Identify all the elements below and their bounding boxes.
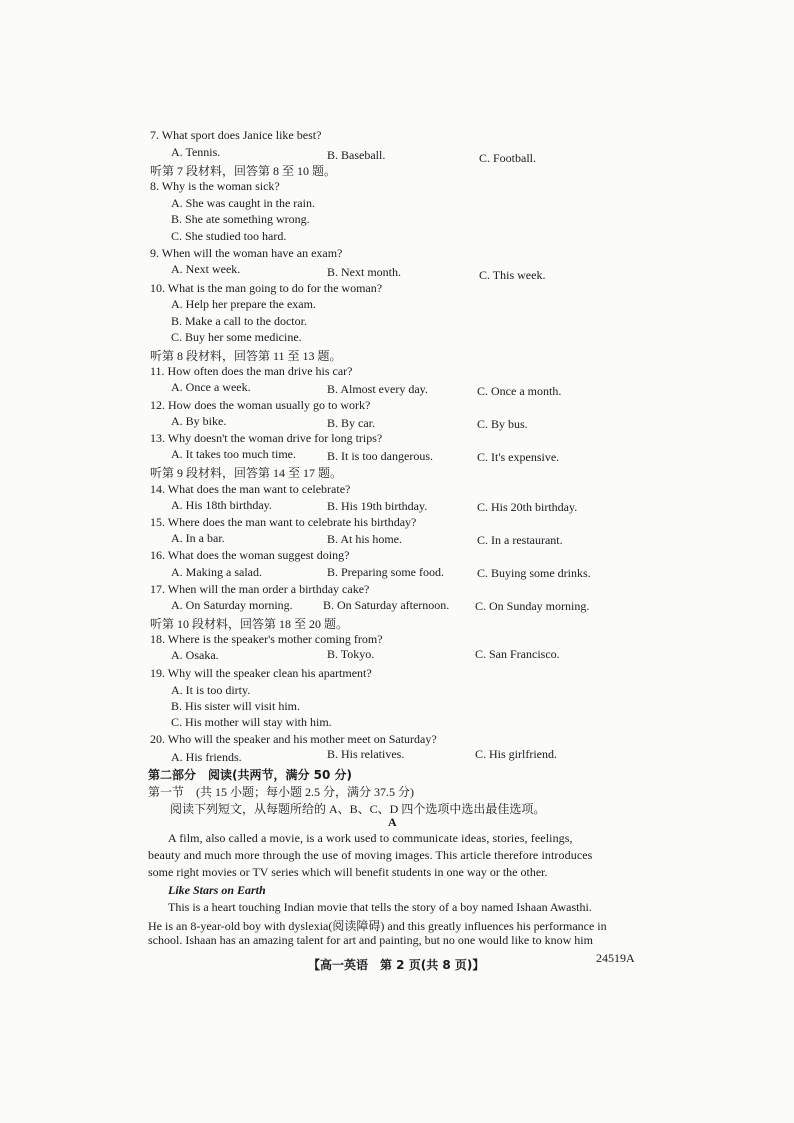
question-19: 19. Why will the speaker clean his apartment? bbox=[150, 666, 372, 680]
instruction-seg9: 听第 9 段材料，回答第 14 至 17 题。 bbox=[150, 466, 343, 480]
option-7c: C. Football. bbox=[479, 151, 537, 165]
question-12: 12. How does the woman usually go to work? bbox=[150, 398, 371, 412]
body-line-3: school. Ishaan has an amazing talent for art and painting, but no one would like to know him bbox=[148, 933, 593, 947]
question-11: 11. How often does the man drive his car? bbox=[150, 364, 353, 378]
instruction-seg8: 听第 8 段材料，回答第 11 至 13 题。 bbox=[150, 349, 342, 363]
option-12b: B. By car. bbox=[327, 416, 375, 430]
option-11a: A. Once a week. bbox=[171, 380, 251, 394]
option-20a: A. His friends. bbox=[171, 750, 242, 764]
option-15b: B. At his home. bbox=[327, 532, 403, 546]
option-16c: C. Buying some drinks. bbox=[477, 566, 591, 580]
passage-letter: A bbox=[388, 815, 397, 829]
option-20b: B. His relatives. bbox=[327, 747, 405, 761]
option-19a: A. It is too dirty. bbox=[171, 683, 251, 697]
option-10b: B. Make a call to the doctor. bbox=[171, 314, 307, 328]
option-14b: B. His 19th birthday. bbox=[327, 499, 428, 513]
question-16: 16. What does the woman suggest doing? bbox=[150, 548, 350, 562]
option-19c: C. His mother will stay with him. bbox=[171, 715, 332, 729]
option-17b: B. On Saturday afternoon. bbox=[323, 598, 450, 612]
option-13a: A. It takes too much time. bbox=[171, 447, 296, 461]
question-13: 13. Why doesn't the woman drive for long trips? bbox=[150, 431, 383, 445]
question-8: 8. Why is the woman sick? bbox=[150, 179, 280, 193]
intro-line-2: beauty and much more through the use of moving images. This article therefore introduces bbox=[148, 848, 593, 862]
option-15c: C. In a restaurant. bbox=[477, 533, 563, 547]
option-8c: C. She studied too hard. bbox=[171, 229, 287, 243]
option-13b: B. It is too dangerous. bbox=[327, 449, 433, 463]
option-11c: C. Once a month. bbox=[477, 384, 562, 398]
option-9a: A. Next week. bbox=[171, 262, 241, 276]
instruction-seg10: 听第 10 段材料，回答第 18 至 20 题。 bbox=[150, 617, 349, 631]
option-20c: C. His girlfriend. bbox=[475, 747, 557, 761]
option-17a: A. On Saturday morning. bbox=[171, 598, 293, 612]
option-12c: C. By bus. bbox=[477, 417, 528, 431]
intro-line-3: some right movies or TV series which will benefit students in one way or the other. bbox=[148, 865, 548, 879]
question-17: 17. When will the man order a birthday cake? bbox=[150, 582, 370, 596]
option-13c: C. It's expensive. bbox=[477, 450, 560, 464]
option-10c: C. Buy her some medicine. bbox=[171, 330, 302, 344]
option-16a: A. Making a salad. bbox=[171, 565, 262, 579]
option-18b: B. Tokyo. bbox=[327, 647, 375, 661]
option-12a: A. By bike. bbox=[171, 414, 227, 428]
part2-section1: 第一节 (共 15 小题；每小题 2.5 分，满分 37.5 分) bbox=[148, 785, 414, 799]
option-18a: A. Osaka. bbox=[171, 648, 219, 662]
question-7: 7. What sport does Janice like best? bbox=[150, 128, 322, 142]
intro-line-1: A film, also called a movie, is a work used to communicate ideas, stories, feelings, bbox=[168, 831, 573, 845]
question-20: 20. Who will the speaker and his mother meet on Saturday? bbox=[150, 732, 437, 746]
question-15: 15. Where does the man want to celebrate his birthday? bbox=[150, 515, 417, 529]
option-8a: A. She was caught in the rain. bbox=[171, 196, 315, 210]
option-9c: C. This week. bbox=[479, 268, 546, 282]
question-14: 14. What does the man want to celebrate? bbox=[150, 482, 351, 496]
part2-directions: 阅读下列短文，从每题所给的 A、B、C、D 四个选项中选出最佳选项。 bbox=[170, 802, 546, 816]
option-16b: B. Preparing some food. bbox=[327, 565, 444, 579]
part2-heading: 第二部分 阅读(共两节，满分 50 分) bbox=[148, 768, 353, 782]
option-19b: B. His sister will visit him. bbox=[171, 699, 301, 713]
question-9: 9. When will the woman have an exam? bbox=[150, 246, 343, 260]
option-9b: B. Next month. bbox=[327, 265, 401, 279]
question-10: 10. What is the man going to do for the woman? bbox=[150, 281, 383, 295]
question-18: 18. Where is the speaker's mother coming from? bbox=[150, 632, 383, 646]
option-15a: A. In a bar. bbox=[171, 531, 225, 545]
option-14a: A. His 18th birthday. bbox=[171, 498, 272, 512]
body-line-2: He is an 8-year-old boy with dyslexia(阅读障碍) and this greatly influences his performance in bbox=[148, 919, 607, 933]
instruction-seg7: 听第 7 段材料，回答第 8 至 10 题。 bbox=[150, 164, 337, 178]
option-18c: C. San Francisco. bbox=[475, 647, 560, 661]
movie-subtitle: Like Stars on Earth bbox=[168, 883, 266, 897]
paper-code: 24519A bbox=[596, 951, 635, 965]
page-footer-label: 【高一英语 第 2 页(共 8 页)】 bbox=[308, 958, 485, 972]
option-14c: C. His 20th birthday. bbox=[477, 500, 578, 514]
option-17c: C. On Sunday morning. bbox=[475, 599, 590, 613]
option-11b: B. Almost every day. bbox=[327, 382, 428, 396]
option-7b: B. Baseball. bbox=[327, 148, 386, 162]
option-7a: A. Tennis. bbox=[171, 145, 221, 159]
option-8b: B. She ate something wrong. bbox=[171, 212, 310, 226]
option-10a: A. Help her prepare the exam. bbox=[171, 297, 316, 311]
body-line-1: This is a heart touching Indian movie that tells the story of a boy named Ishaan Awasthi. bbox=[168, 900, 592, 914]
